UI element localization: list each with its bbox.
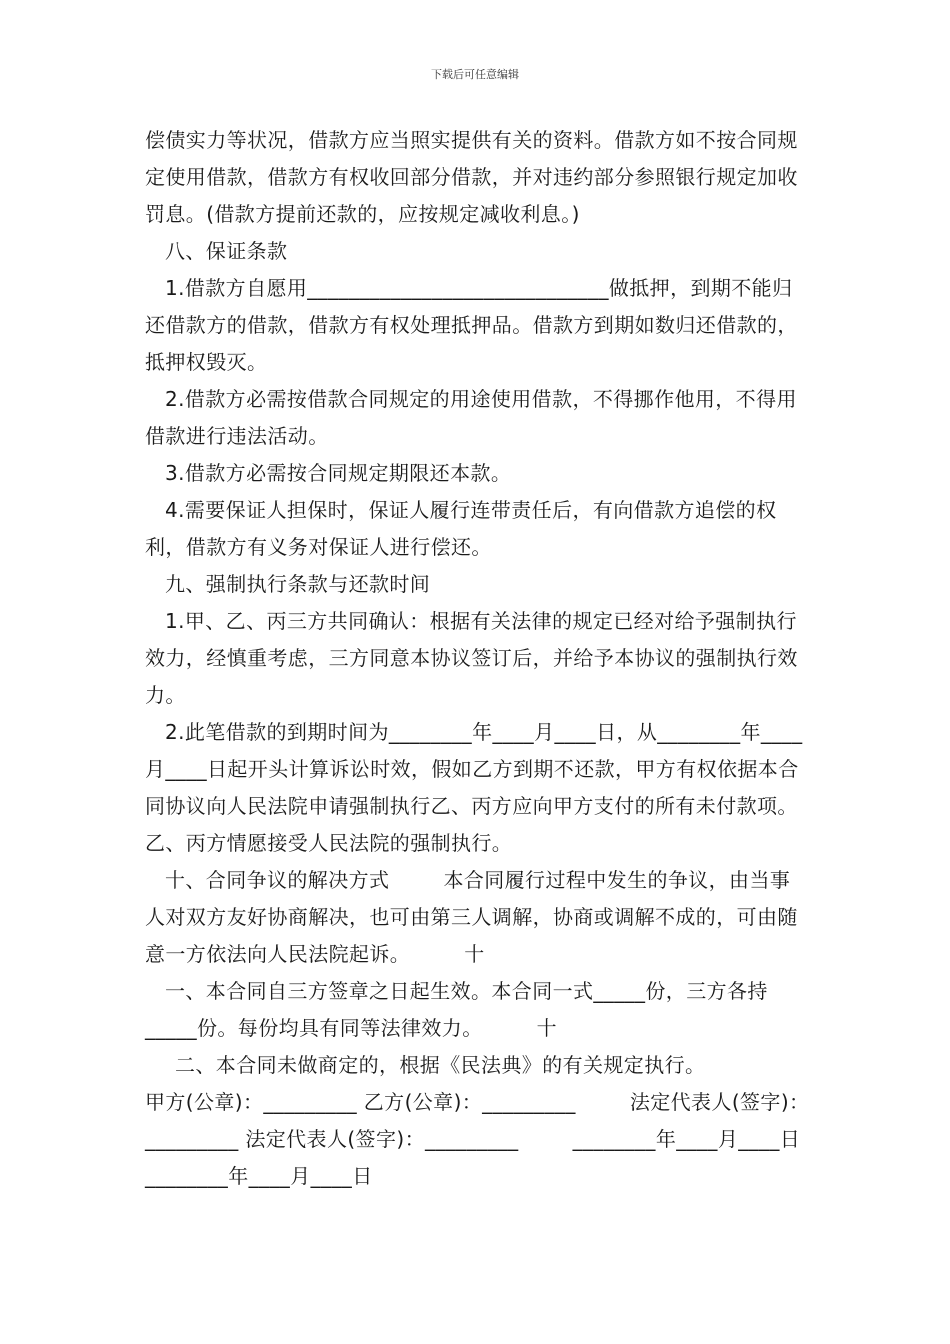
document-body — [145, 122, 810, 1195]
paragraph-repayment-ability: 偿债实力等状况，借款方应当照实提供有关的资料。借款方如不按合同规定使用借款，借款方有权收回部分借款，并对违约部分参照银行规定加收罚息。(借款方提前还款的，应按规定减收利息。) — [145, 128, 798, 226]
clause-loan-usage: 2.借款方必需按借款合同规定的用途使用借款，不得挪作他用，不得用借款进行违法活动。 — [145, 387, 797, 448]
clause-due-date: 2.此笔借款的到期时间为________年____月____日，从________年____月____日起开头计算诉讼时效，假如乙方到期不还款，甲方有权依据本合同协议向人民法院申请强制执行乙、丙方应向甲方支付的所有未付款项。乙、丙方情愿接受人民法院的强制执行。 — [145, 720, 803, 855]
section-heading-guarantee: 八、保证条款 — [165, 239, 288, 263]
section-effectiveness: 一、本合同自三方签章之日起生效。本合同一式_____份，三方各持_____份。每份均具有同等法律效力。 十 — [145, 979, 768, 1040]
page-header: 下载后可任意编辑 — [431, 68, 519, 81]
section-dispute-resolution: 十、合同争议的解决方式 本合同履行过程中发生的争议，由当事人对双方友好协商解决，也可由第三人调解，协商或调解不成的，可由随意一方依法向人民法院起诉。 十 — [145, 868, 798, 966]
clause-enforcement-confirm: 1.甲、乙、丙三方共同确认：根据有关法律的规定已经对给予强制执行效力，经慎重考虑，三方同意本协议签订后，并给予本协议的强制执行效力。 — [145, 609, 798, 707]
clause-guarantor: 4.需要保证人担保时，保证人履行连带责任后，有向借款方追偿的权利，借款方有义务对保证人进行偿还。 — [145, 498, 777, 559]
section-heading-enforcement: 九、强制执行条款与还款时间 — [165, 572, 431, 596]
signature-block: 甲方(公章)：_________ 乙方(公章)：_________ 法定代表人(签字)：_________ 法定代表人(签字)：_________ ________年____月____日 ________年____月____日 — [145, 1090, 810, 1188]
section-unagreed-matters: 二、本合同未做商定的，根据《民法典》的有关规定执行。 — [175, 1053, 706, 1077]
clause-repay-term: 3.借款方必需按合同规定期限还本款。 — [165, 461, 512, 485]
clause-mortgage: 1.借款方自愿用_____________________________做抵押，到期不能归还借款方的借款，借款方有权处理抵押品。借款方到期如数归还借款的，抵押权毁灭。 — [145, 276, 798, 374]
